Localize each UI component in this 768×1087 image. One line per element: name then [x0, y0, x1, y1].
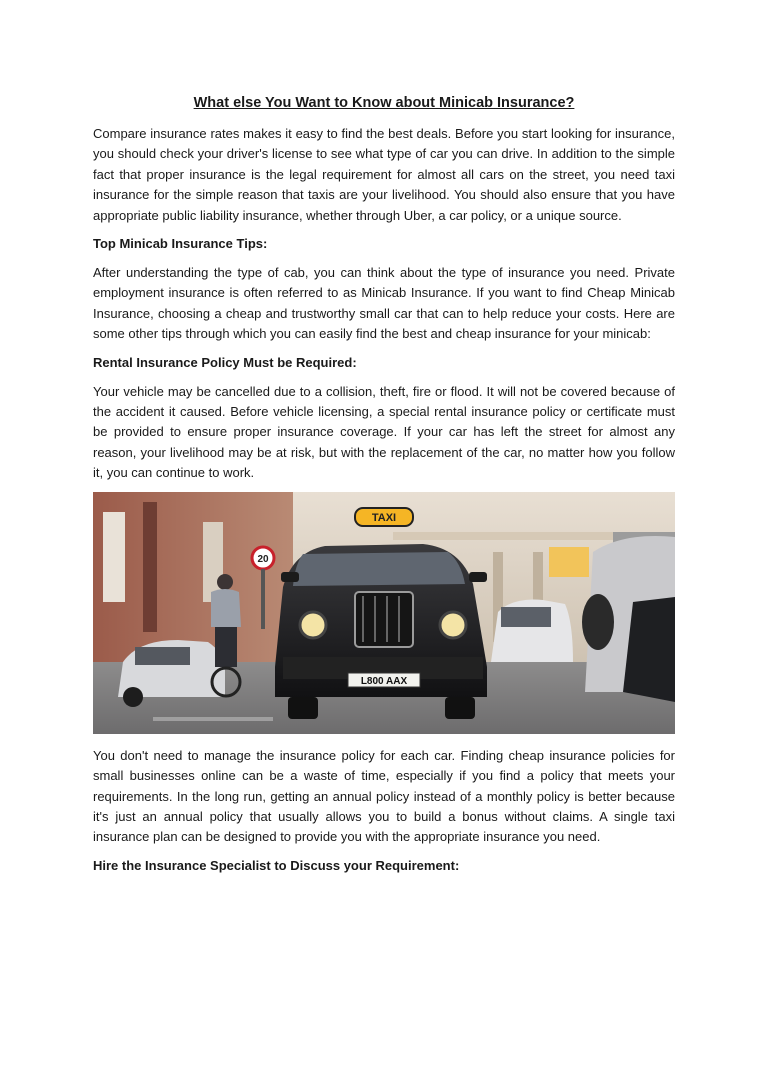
cheap-minicab-insurance-link[interactable]: Cheap Minicab Insurance — [93, 285, 675, 321]
tips-heading: Top Minicab Insurance Tips: — [93, 236, 268, 252]
car-window — [501, 607, 551, 627]
cyclist-legs — [215, 627, 237, 667]
specialist-heading: Hire the Insurance Specialist to Discuss your Requirement: — [93, 857, 460, 873]
document-page — [93, 93, 675, 885]
rental-policy-paragraph: Your vehicle may be cancelled due to a collision, theft, fire or flood. It will not be covered because of the accident it caused. Before vehicle licensing, a special rental insurance policy or certificate must be provided to ensure proper insurance coverage. If your car has left the street for almost any reason, your livelihood may be at risk, but with the replacement of the car, no matter how you follow it, you can continue to work. — [93, 383, 675, 481]
policy-paragraph: You don't need to manage the insurance policy for each car. Finding cheap insurance policies for small businesses online can be a waste of time, especially if you find a policy that meets your requirements. In the long run, getting an annual policy instead of a monthly policy is better because it's just an annual policy that usually allows you to build a bonus without claims. A single taxi insurance plan can be designed to provide you with the appropriate insurance you need. — [93, 747, 675, 845]
cyclist-body — [211, 589, 241, 627]
license-plate-text: L800 AAX — [360, 675, 408, 687]
sign-post — [261, 569, 265, 629]
cyclist-head — [217, 574, 233, 590]
lit-window — [549, 547, 589, 577]
tips-paragraph — [93, 263, 675, 345]
car-window — [135, 647, 190, 665]
rental-policy-heading: Rental Insurance Policy Must be Required: — [93, 354, 357, 370]
tips-text-after: , choosing a cheap and trustworthy small car that can to help reduce your costs. Here are some other tips through which you can easily find the best and cheap insurance for your minicab: — [93, 305, 675, 342]
black-taxi — [275, 544, 487, 719]
speed-sign-text: 20 — [257, 553, 269, 565]
intro-paragraph: Compare insurance rates makes it easy to find the best deals. Before you start looking for insurance, you should check your driver's license to see what type of car you can drive. In addition to the simple fact that proper insurance is the legal requirement for almost all cars on the street, you need taxi insurance for the simple reason that taxis are your livelihood. You should also ensure that you have appropriate public liability insurance, whether through Uber, a car policy, or a unique source. — [93, 126, 675, 223]
taxi-photo — [93, 492, 675, 734]
tips-text-before: After understanding the type of cab, you can think about the type of insurance you need. Private employment insurance is often referred to as Minicab Insurance. If you want to find — [93, 265, 675, 301]
spare-wheel — [582, 594, 614, 650]
road-marking — [153, 717, 273, 721]
taxi-sign-text: TAXI — [371, 511, 397, 524]
window — [103, 512, 125, 602]
pillar — [143, 502, 157, 632]
page-title: What else You Want to Know about Minicab Insurance? — [193, 95, 575, 111]
wheel — [123, 687, 143, 707]
